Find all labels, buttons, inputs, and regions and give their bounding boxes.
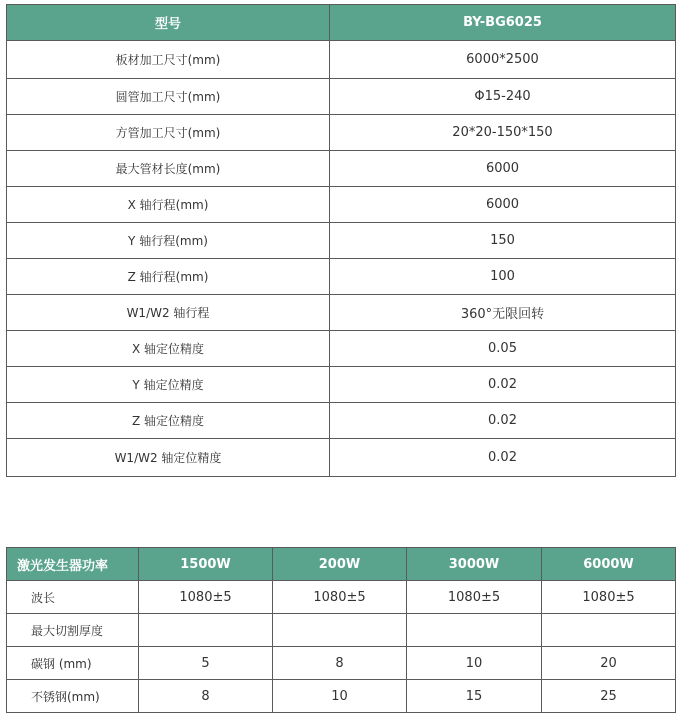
spec-param-cell: X 轴定位精度 xyxy=(7,331,330,367)
power-value-cell xyxy=(139,614,273,647)
spec-value-cell: 360°无限回转 xyxy=(330,295,676,331)
table-row xyxy=(7,79,676,115)
spec-value-cell: Φ15-240 xyxy=(330,79,676,115)
spec-value-cell: 6000 xyxy=(330,151,676,187)
table-row xyxy=(7,367,676,403)
spec-table xyxy=(6,4,676,477)
power-value-cell xyxy=(542,614,676,647)
power-header-2: 200W xyxy=(273,548,407,581)
spec-value-cell: 0.02 xyxy=(330,367,676,403)
spec-param-cell: Z 轴定位精度 xyxy=(7,403,330,439)
spec-param-cell: 方管加工尺寸(mm) xyxy=(7,115,330,151)
spec-param-cell: W1/W2 轴定位精度 xyxy=(7,439,330,477)
power-value-cell: 10 xyxy=(273,680,407,713)
spec-param-cell: Y 轴行程(mm) xyxy=(7,223,330,259)
table-row xyxy=(7,403,676,439)
power-value-cell: 20 xyxy=(542,647,676,680)
power-row-label: 不锈钢(mm) xyxy=(7,680,139,713)
table-row xyxy=(7,115,676,151)
spec-value-cell: 6000*2500 xyxy=(330,41,676,79)
power-value-cell xyxy=(407,614,542,647)
power-table xyxy=(6,547,676,713)
power-header-row xyxy=(7,548,676,581)
power-value-cell: 5 xyxy=(139,647,273,680)
table-row xyxy=(7,295,676,331)
table-row xyxy=(7,187,676,223)
spec-param-cell: 板材加工尺寸(mm) xyxy=(7,41,330,79)
spec-value-cell: 0.02 xyxy=(330,439,676,477)
table-row xyxy=(7,41,676,79)
power-row-label: 最大切割厚度 xyxy=(7,614,139,647)
spec-param-cell: X 轴行程(mm) xyxy=(7,187,330,223)
spec-param-cell: Y 轴定位精度 xyxy=(7,367,330,403)
table-row xyxy=(7,680,676,713)
power-value-cell: 25 xyxy=(542,680,676,713)
power-value-cell: 1080±5 xyxy=(407,581,542,614)
spec-header-value: BY-BG6025 xyxy=(330,5,676,41)
table-row xyxy=(7,259,676,295)
power-header-3: 3000W xyxy=(407,548,542,581)
table-row xyxy=(7,151,676,187)
power-value-cell: 8 xyxy=(273,647,407,680)
spec-param-cell: 圆管加工尺寸(mm) xyxy=(7,79,330,115)
spec-header-row xyxy=(7,5,676,41)
power-header-1: 1500W xyxy=(139,548,273,581)
power-value-cell xyxy=(273,614,407,647)
table-row xyxy=(7,223,676,259)
table-row xyxy=(7,331,676,367)
power-value-cell: 1080±5 xyxy=(542,581,676,614)
table-row xyxy=(7,439,676,477)
spec-param-cell: 最大管材长度(mm) xyxy=(7,151,330,187)
spec-param-cell: Z 轴行程(mm) xyxy=(7,259,330,295)
spec-value-cell: 20*20-150*150 xyxy=(330,115,676,151)
power-row-label: 碳钢 (mm) xyxy=(7,647,139,680)
power-value-cell: 15 xyxy=(407,680,542,713)
spec-header-param: 型号 xyxy=(7,5,330,41)
power-row-label: 波长 xyxy=(7,581,139,614)
power-value-cell: 1080±5 xyxy=(139,581,273,614)
table-row xyxy=(7,614,676,647)
spec-value-cell: 100 xyxy=(330,259,676,295)
spec-value-cell: 6000 xyxy=(330,187,676,223)
power-header-label: 激光发生器功率 xyxy=(7,548,139,581)
power-value-cell: 1080±5 xyxy=(273,581,407,614)
table-row xyxy=(7,647,676,680)
power-value-cell: 10 xyxy=(407,647,542,680)
power-header-4: 6000W xyxy=(542,548,676,581)
spec-value-cell: 0.02 xyxy=(330,403,676,439)
table-row xyxy=(7,581,676,614)
spec-param-cell: W1/W2 轴行程 xyxy=(7,295,330,331)
spec-value-cell: 150 xyxy=(330,223,676,259)
power-value-cell: 8 xyxy=(139,680,273,713)
spec-value-cell: 0.05 xyxy=(330,331,676,367)
